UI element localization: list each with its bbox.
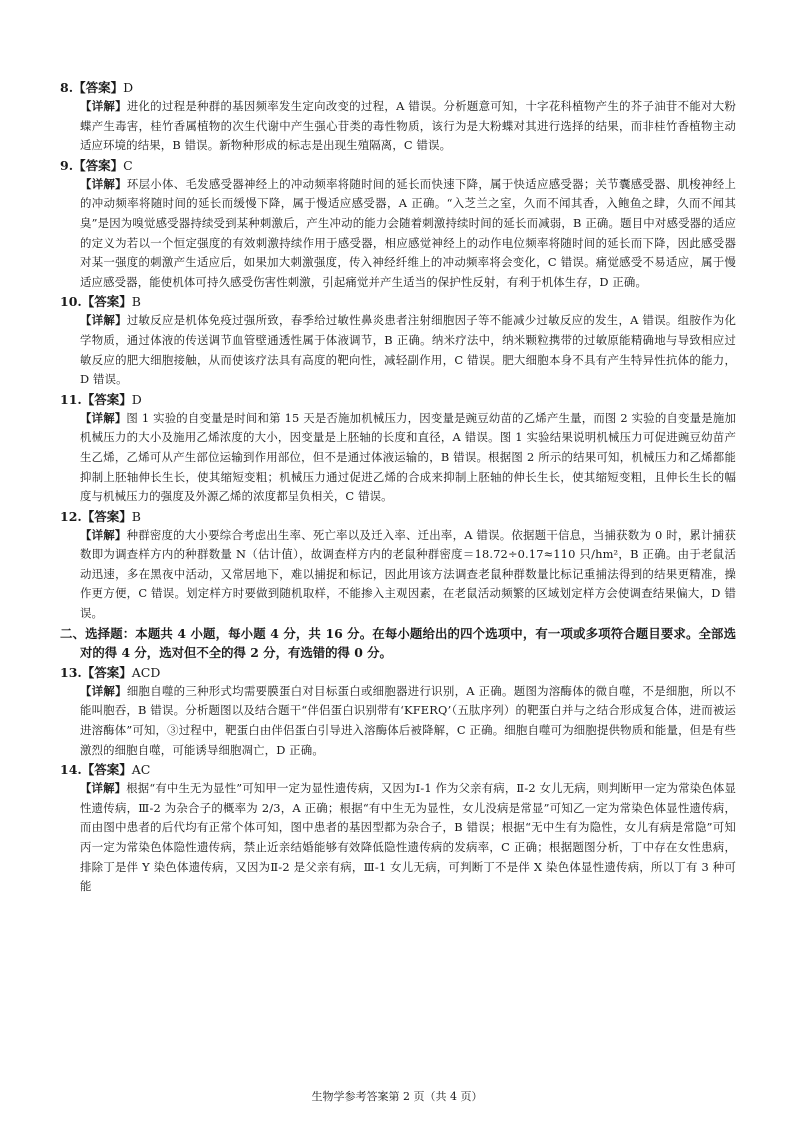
answer-value: D [123,80,134,95]
detail-paragraph [60,175,736,293]
answer-tag: 【答案】 [81,391,132,407]
answer-tag: 【答案】 [81,762,132,778]
detail-paragraph [60,779,736,897]
detail-tag: 【详解】 [80,683,127,698]
detail-tag: 【详解】 [80,781,127,796]
answer-line [60,507,736,526]
answer-line [60,292,736,311]
answer-tag: 【答案】 [73,157,124,173]
detail-text: 环层小体、毛发感受器神经上的冲动频率将随时间的延长而快速下降，属于快适应感受器；关节囊感受器、肌梭神经上的冲动频率将随时间的延长而缓慢下降，属于慢适应感受器，A 正确。“入芝兰之室，久而不闻其香，入鲍鱼之肆，久而不闻其臭”是因为嗅觉感受器持续受到某种刺激后，产生冲动的能力会随着刺激持续时间的延长而减弱，B 正确。题目中对感受器的适应的定义为若以一个恒定强度的有效刺激持续作用于感受器，相应感觉神经上的动作电位频率将随时间的延长而下降，因此感受器对某一强度的刺激产生适应后，如果加大刺激强度，传入神经纤维上的冲动频率将会变化，C 错误。痛觉感受不易适应，属于慢适应感受器，能使机体可持久感受伤害性刺激，引起痛觉并产生适当的保护性反射，有利于机体生存，D 正确。 [80,176,736,289]
detail-tag: 【详解】 [80,313,127,328]
answer-tag: 【答案】 [81,508,132,524]
detail-text: 进化的过程是种群的基因频率发生定向改变的过程，A 错误。分析题意可知，十字花科植物产生的芥子油苷不能对大粉蝶产生毒害，桂竹香属植物的次生代谢中产生强心苷类的毒性物质，该行为是大粉蝶对其进行选择的结果，而非桂竹香植物主动适应环境的结果，B 错误。新物种形成的标志是出现生殖隔离，C 错误。 [80,99,736,153]
question-number: 11. [60,391,82,407]
page-footer: 生物学参考答案第 2 页（共 4 页） [311,1090,483,1103]
question-number: 13. [60,664,82,680]
question-number: 8. [60,80,74,95]
detail-text: 图 1 实验的自变量是时间和第 15 天是否施加机械压力，因变量是豌豆幼苗的乙烯产生量，而图 2 实验的自变量是施加机械压力的大小及施用乙烯浓度的大小，因变量是上胚轴的长度和直径，A 错误。图 1 实验结果说明机械压力可促进豌豆幼苗产生乙烯，乙烯可从产生部位运输到作用部位，但不是通过体液运输的，B 错误。根据图 2 所示的结果可知，机械压力和乙烯都能抑制上胚轴伸长生长，使其缩短变粗；机械压力通过促进乙烯的合成来抑制上胚轴的伸长生长，使其缩短变粗，且伸长生长的幅度与机械压力的强度及外源乙烯的浓度都呈负相关，C 错误。 [80,410,736,504]
detail-text: 细胞自噬的三种形式均需要膜蛋白对目标蛋白或细胞器进行识别，A 正确。题图为溶酶体的微自噬，不是细胞，所以不能叫胞吞，B 错误。分析题图以及结合题干“伴侣蛋白识别带有‘KFERQ’（五肽序列）的靶蛋白并与之结合形成复合体，进而被运进溶酶体”可知，③过程中，靶蛋白由伴侣蛋白引导进入溶酶体后被降解，C 正确。细胞自噬可为细胞提供物质和能量，但是有些激烈的细胞自噬，可能诱导细胞凋亡，D 正确。 [80,683,736,757]
answer-value: D [131,391,142,407]
answer-value: B [131,294,141,310]
answer-line [60,156,736,175]
question-number: 9. [60,157,74,173]
detail-paragraph [60,97,736,156]
question-11 [60,390,736,507]
detail-paragraph [60,682,736,760]
answer-value: AC [131,762,151,778]
question-8 [60,78,736,156]
answer-value: C [123,157,133,173]
answer-page [60,78,736,897]
section-heading: 二、选择题：本题共 4 小题，每小题 4 分，共 16 分。在每小题给出的四个选项中，有一项或多项符合题目要求。全部选对的得 4 分，选对但不全的得 2 分，有选错的得 0 分。 [60,625,736,661]
answer-value: ACD [131,664,161,680]
question-12 [60,507,736,624]
question-9 [60,156,736,293]
answer-value: B [131,508,141,524]
question-14 [60,760,736,897]
detail-tag: 【详解】 [80,527,127,542]
question-10 [60,292,736,389]
question-number: 10. [60,294,82,310]
question-13 [60,663,736,760]
answer-tag: 【答案】 [81,294,132,310]
answer-tag: 【答案】 [81,664,132,680]
detail-paragraph [60,526,736,624]
answer-line [60,78,736,97]
detail-tag: 【详解】 [80,99,127,113]
detail-text: 根据“有中生无为显性”可知甲一定为显性遗传病，又因为Ⅰ-1 作为父亲有病，Ⅱ-2 女儿无病，则判断甲一定为常染色体显性遗传病，Ⅲ-2 为杂合子的概率为 2/3，A 正确；根据“有中生无为显性，女儿没病是常显”可知乙一定为常染色体显性遗传病，而由图中患者的后代均有正常个体可知，图中患者的基因型都为杂合子，B 错误；根据“无中生有为隐性，女儿有病是常隐”可知丙一定为常染色体隐性遗传病，禁止近亲结婚能够有效降低隐性遗传病的发病率，C 正确；根据题图分析，丁中存在女性患病，排除丁是伴 Y 染色体遗传病，又因为Ⅱ-2 是父亲有病，Ⅲ-1 女儿无病，可判断丁不是伴 X 染色体显性遗传病，所以丁有 3 种可能 [80,781,736,894]
detail-tag: 【详解】 [80,410,127,425]
detail-paragraph [60,311,736,389]
detail-text: 种群密度的大小要综合考虑出生率、死亡率以及迁入率、迁出率，A 错误。依据题干信息，当捕获数为 0 时，累计捕获数即为调查样方内的种群数量 N（估计值），故调查样方内的老鼠种群密度＝18.72÷0.17≈110 只/hm²，B 正确。由于老鼠活动迅速，多在黑夜中活动，又常居地下，难以捕捉和标记，因此用该方法调查老鼠种群数量比标记重捕法得到的结果更精准，操作更方便，C 错误。划定样方时要做到随机取样，不能掺入主观因素，在老鼠活动频繁的区域划定样方会使调查结果偏大，D 错误。 [80,527,736,621]
answer-line [60,663,736,682]
detail-text: 过敏反应是机体免疫过强所致，春季给过敏性鼻炎患者注射细胞因子等不能减少过敏反应的发生，A 错误。组胺作为化学物质，通过体液的传送调节血管壁通透性属于体液调节，B 正确。纳米疗法中，纳米颗粒携带的过敏原能精确地与导致相应过敏反应的肥大细胞接触，从而使该疗法具有高度的靶向性，减轻副作用，C 错误。肥大细胞本身不具有产生特异性抗体的能力，D 错误。 [80,313,736,387]
answer-tag: 【答案】 [73,80,124,95]
question-number: 12. [60,508,82,524]
detail-tag: 【详解】 [80,176,127,191]
detail-paragraph [60,409,736,507]
answer-line [60,760,736,779]
question-number: 14. [60,762,82,778]
answer-line [60,390,736,409]
